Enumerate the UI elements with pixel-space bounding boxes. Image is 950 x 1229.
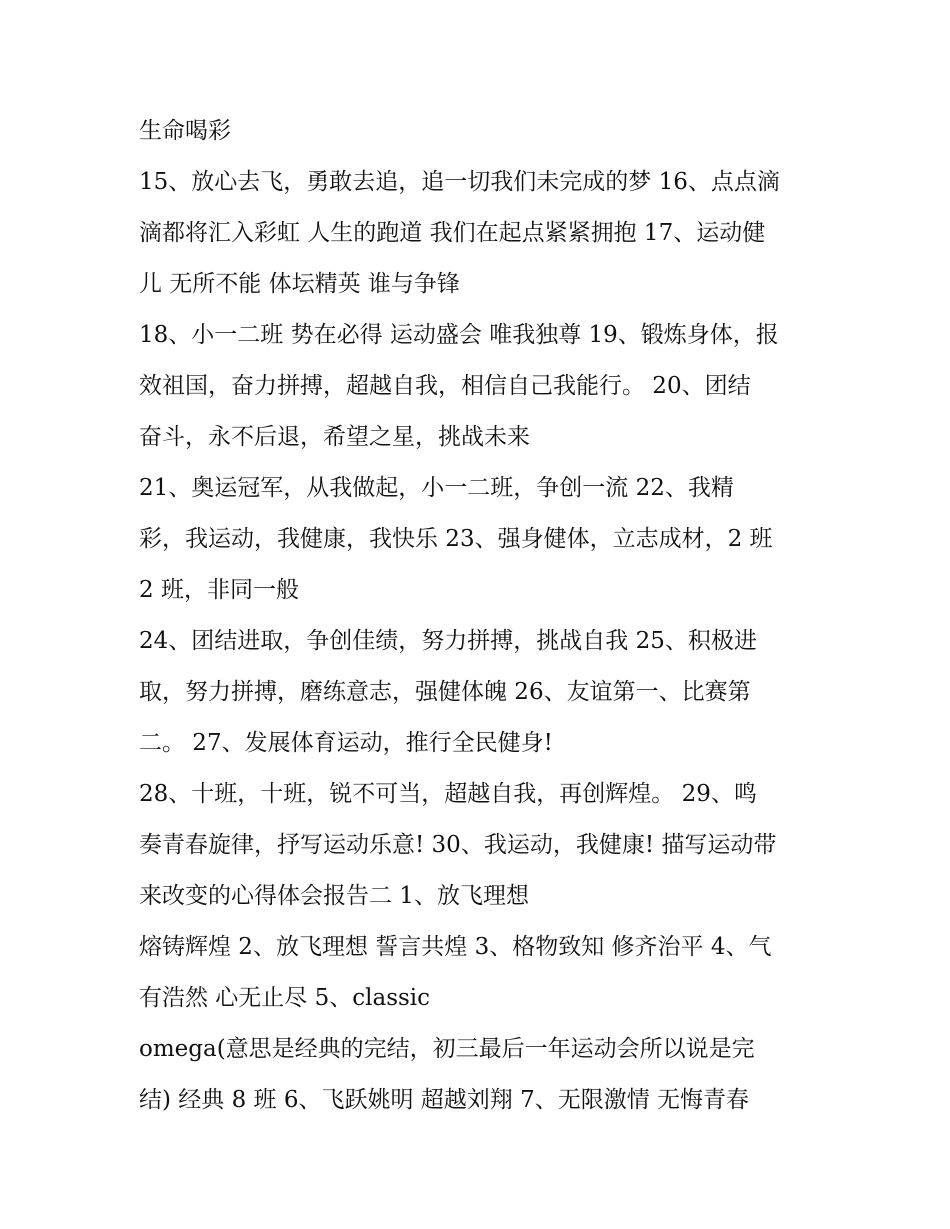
text-line: 24、团结进取，争创佳绩，努力拼搏，挑战自我 25、积极进 bbox=[139, 628, 757, 654]
text-line: 28、十班，十班，锐不可当，超越自我，再创辉煌。 29、鸣 bbox=[139, 781, 757, 807]
text-line: 有浩然 心无止尽 5、classic bbox=[139, 985, 431, 1011]
text-line: omega(意思是经典的完结，初三最后一年运动会所以说是完 bbox=[139, 1036, 755, 1062]
text-line: 15、放心去飞，勇敢去追，追一切我们未完成的梦 16、点点滴 bbox=[139, 169, 780, 195]
text-line: 二。 27、发展体育运动，推行全民健身! bbox=[139, 730, 553, 756]
text-line: 彩，我运动，我健康，我快乐 23、强身健体，立志成材，2 班 bbox=[139, 526, 773, 552]
text-line: 奋斗，永不后退，希望之星，挑战未来 bbox=[139, 424, 530, 450]
text-line: 儿 无所不能 体坛精英 谁与争锋 bbox=[139, 271, 460, 297]
text-line: 奏青春旋律，抒写运动乐意! 30、我运动，我健康! 描写运动带 bbox=[139, 832, 777, 858]
text-line: 效祖国，奋力拼搏，超越自我，相信自己我能行。 20、团结 bbox=[139, 373, 751, 399]
slogan-text-block bbox=[139, 106, 819, 1126]
text-line: 21、奥运冠军，从我做起，小一二班，争创一流 22、我精 bbox=[139, 475, 734, 501]
text-line: 生命喝彩 bbox=[139, 118, 231, 144]
text-line: 结) 经典 8 班 6、飞跃姚明 超越刘翔 7、无限激情 无悔青春 bbox=[139, 1087, 750, 1113]
text-line: 熔铸辉煌 2、放飞理想 誓言共煌 3、格物致知 修齐治平 4、气 bbox=[139, 934, 772, 960]
text-line: 2 班，非同一般 bbox=[139, 577, 299, 603]
text-line: 18、小一二班 势在必得 运动盛会 唯我独尊 19、锻炼身体，报 bbox=[139, 322, 779, 348]
text-line: 取，努力拼搏，磨练意志，强健体魄 26、友谊第一、比赛第 bbox=[139, 679, 751, 705]
text-line: 来改变的心得体会报告二 1、放飞理想 bbox=[139, 883, 529, 909]
text-line: 滴都将汇入彩虹 人生的跑道 我们在起点紧紧拥抱 17、运动健 bbox=[139, 220, 766, 246]
